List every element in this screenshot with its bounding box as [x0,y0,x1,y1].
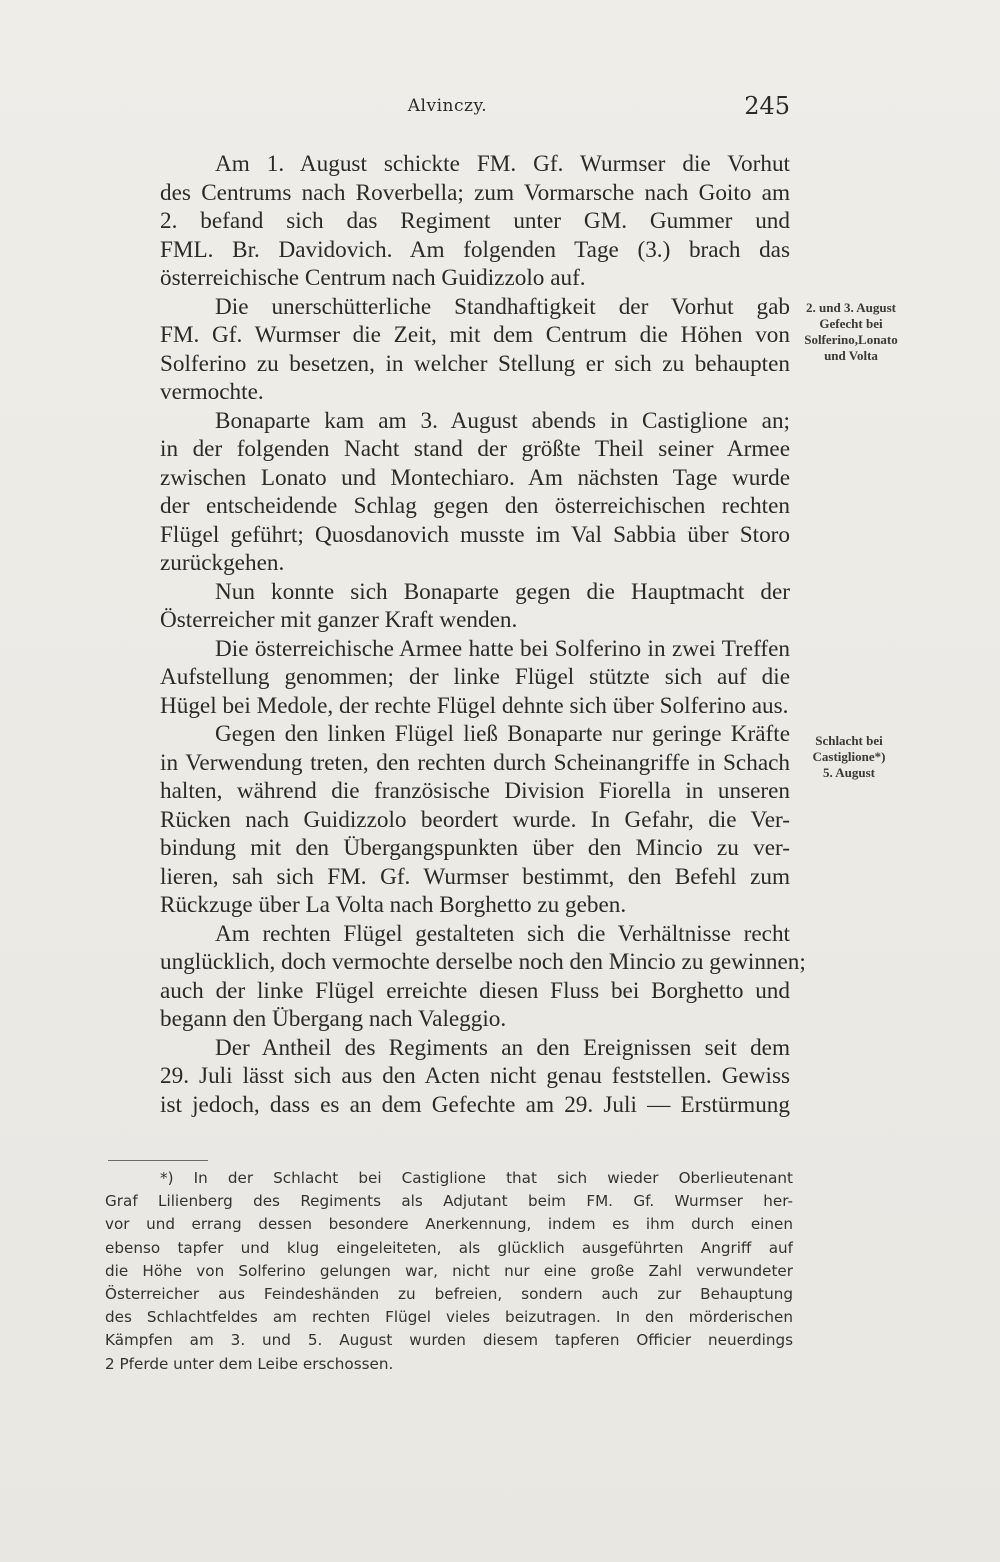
footnote-line: 2 Pferde unter dem Leibe erschossen. [105,1354,394,1373]
paragraph-7 [105,920,806,1034]
text-line: ist jedoch, dass es an dem Gefechte am 29. Juli — Erstürmung [160,1091,790,1118]
margin-note-line: Gefecht bei [819,316,883,331]
text-line: vermochte. [160,379,264,405]
text-line: lieren, sah sich FM. Gf. Wurmser bestimmt, den Befehl zum [160,863,790,890]
text-line: in der folgenden Nacht stand der größte Theil seiner Armee [160,436,790,462]
paragraph-5 [105,635,790,721]
text-line: Solferino zu besetzen, in welcher Stellung er sich zu behaupten [160,350,790,377]
text-line: Rückzuge über La Volta nach Borghetto zu geben. [160,892,627,918]
footnote-line: ebenso tapfer und klug eingeleiteten, als glücklich ausgeführten Angriff auf [105,1238,793,1257]
main-text [105,150,806,1119]
margin-note-line: Castiglione*) [812,749,886,764]
paragraph-4 [105,578,790,635]
margin-note-line: 2. und 3. August [806,300,896,315]
footnote-line: vor und errang dessen besondere Anerkennung, indem es ihm durch einen [105,1215,793,1234]
text-line: Österreicher mit ganzer Kraft wenden. [160,607,518,633]
paragraph-8 [105,1034,790,1120]
text-line: Am 1. August schickte FM. Gf. Wurmser die Vorhut [215,151,790,177]
running-title: Alvinczy. [407,96,488,116]
paragraph-2 [105,293,790,407]
text-line: Die unerschütterliche Standhaftigkeit der Vorhut gab [215,293,790,320]
footnote [105,1167,793,1376]
footnote-rule [108,1160,208,1161]
text-line: Rücken nach Guidizzolo beordert wurde. In Gefahr, die Ver- [160,806,790,833]
text-line: FML. Br. Davidovich. Am folgenden Tage (3.) brach das [160,236,790,263]
text-line: des Centrums nach Roverbella; zum Vormarsche nach Goito am [160,179,790,206]
text-line: Flügel geführt; Quosdanovich musste im Val Sabbia über Storo [160,521,790,548]
text-line: Aufstellung genommen; der linke Flügel stützte sich auf die [160,664,790,690]
text-line: Bonaparte kam am 3. August abends in Castiglione an; [215,407,790,434]
margin-note-line: Schlacht bei [815,733,883,748]
paragraph-1 [105,150,790,293]
text-line: zwischen Lonato und Montechiaro. Am nächsten Tage wurde [160,464,790,491]
footnote-line: *) In der Schlacht bei Castiglione that sich wieder Oberlieutenant [160,1169,793,1187]
text-line: auch der linke Flügel erreichte diesen Fluss bei Borghetto und [160,977,790,1004]
footnote-line: Graf Lilienberg des Regiments als Adjutant beim FM. Gf. Wurmser her- [105,1192,793,1211]
paragraph-3 [105,407,790,578]
paragraph-6 [105,720,790,920]
footnote-line: die Höhe von Solferino gelungen war, nicht nur eine große Zahl verwundeter [105,1261,793,1280]
text-line: Am rechten Flügel gestalteten sich die Verhältnisse recht [215,920,790,947]
margin-note-line: Solferino,Lonato [804,332,898,347]
text-line: 29. Juli lässt sich aus den Acten nicht genau feststellen. Gewiss [160,1063,790,1089]
text-line: Der Antheil des Regiments an den Ereignissen seit dem [215,1034,790,1061]
text-line: FM. Gf. Wurmser die Zeit, mit dem Centrum die Höhen von [160,322,790,348]
text-line: halten, während die französische Division Fiorella in unseren [160,778,790,804]
text-line: der entscheidende Schlag gegen den österreichischen rechten [160,493,790,519]
text-line: Die österreichische Armee hatte bei Solferino in zwei Treffen [215,635,790,662]
text-line: unglücklich, doch vermochte derselbe noch den Mincio zu gewinnen; [160,949,806,975]
footnote-line: des Schlachtfeldes am rechten Flügel vieles beizutragen. In den mörderischen [105,1308,793,1327]
margin-note-line: 5. August [822,765,876,780]
text-line: Hügel bei Medole, der rechte Flügel dehnte sich über Solferino aus. [160,692,789,719]
margin-note-line: und Volta [824,348,878,363]
running-head [105,92,790,122]
margin-note-schlacht [800,733,898,781]
text-line: 2. befand sich das Regiment unter GM. Gummer und [160,208,790,234]
margin-note-gefecht [800,300,902,364]
text-line: Gegen den linken Flügel ließ Bonaparte nur geringe Kräfte [215,721,790,747]
text-line: bindung mit den Übergangspunkten über den Mincio zu ver- [160,835,790,861]
text-line: begann den Übergang nach Valeggio. [160,1006,507,1032]
text-line: Nun konnte sich Bonaparte gegen die Hauptmacht der [215,578,790,605]
text-line: zurückgehen. [160,550,285,576]
page-number: 245 [744,92,790,120]
text-line: österreichische Centrum nach Guidizzolo auf. [160,265,586,291]
footnote-line: Kämpfen am 3. und 5. August wurden diesem tapferen Officier neuerdings [105,1331,793,1350]
footnote-line: Österreicher aus Feindeshänden zu befreien, sondern auch zur Behauptung [105,1285,793,1304]
text-line: in Verwendung treten, den rechten durch Scheinangriffe in Schach [160,749,790,776]
